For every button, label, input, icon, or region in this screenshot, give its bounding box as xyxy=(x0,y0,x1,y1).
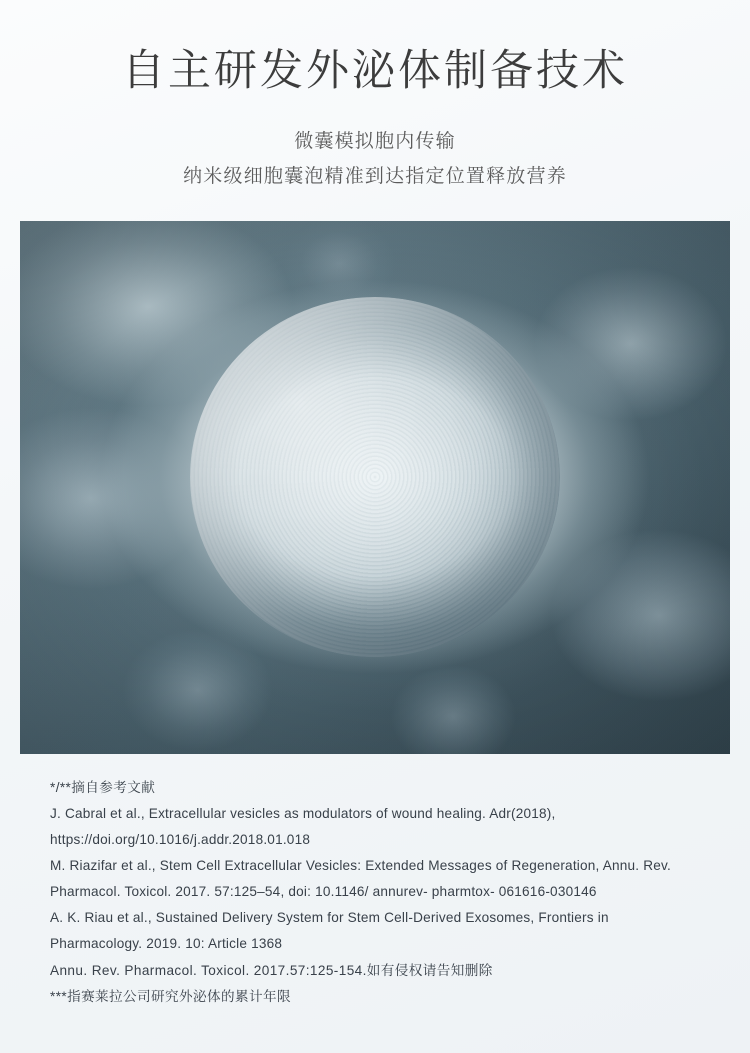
references-block xyxy=(30,775,720,1010)
reference-item: J. Cabral et al., Extracellular vesicles as modulators of wound healing. Adr(2018), xyxy=(50,805,556,821)
reference-item: Pharmacol. Toxicol. 2017. 57:125–54, doi: 10.1146/ annurev- pharmtox- 061616-030146 xyxy=(50,884,597,900)
reference-item: A. K. Riau et al., Sustained Delivery System for Stem Cell-Derived Exosomes, Frontiers in xyxy=(50,910,609,926)
reference-item: Annu. Rev. Pharmacol. Toxicol. 2017.57:125-154.如有侵权请告知删除 xyxy=(50,962,493,978)
page-header xyxy=(0,0,750,194)
reference-item: M. Riazifar et al., Stem Cell Extracellular Vesicles: Extended Messages of Regeneration, Annu. Rev. xyxy=(50,858,671,874)
reference-item: https://doi.org/10.1016/j.addr.2018.01.018 xyxy=(50,832,311,848)
exosome-image xyxy=(20,221,730,754)
reference-note: ***指赛莱拉公司研究外泌体的累计年限 xyxy=(50,988,291,1004)
subtitle-line-1: 微囊模拟胞内传输 xyxy=(294,130,456,152)
reference-item: Pharmacology. 2019. 10: Article 1368 xyxy=(50,936,283,952)
references-heading: */**摘自参考文献 xyxy=(50,779,156,795)
subtitle-line-2: 纳米级细胞囊泡精准到达指定位置释放营养 xyxy=(183,165,567,187)
page-title: 自主研发外泌体制备技术 xyxy=(122,47,628,95)
image-vignette xyxy=(20,221,730,754)
